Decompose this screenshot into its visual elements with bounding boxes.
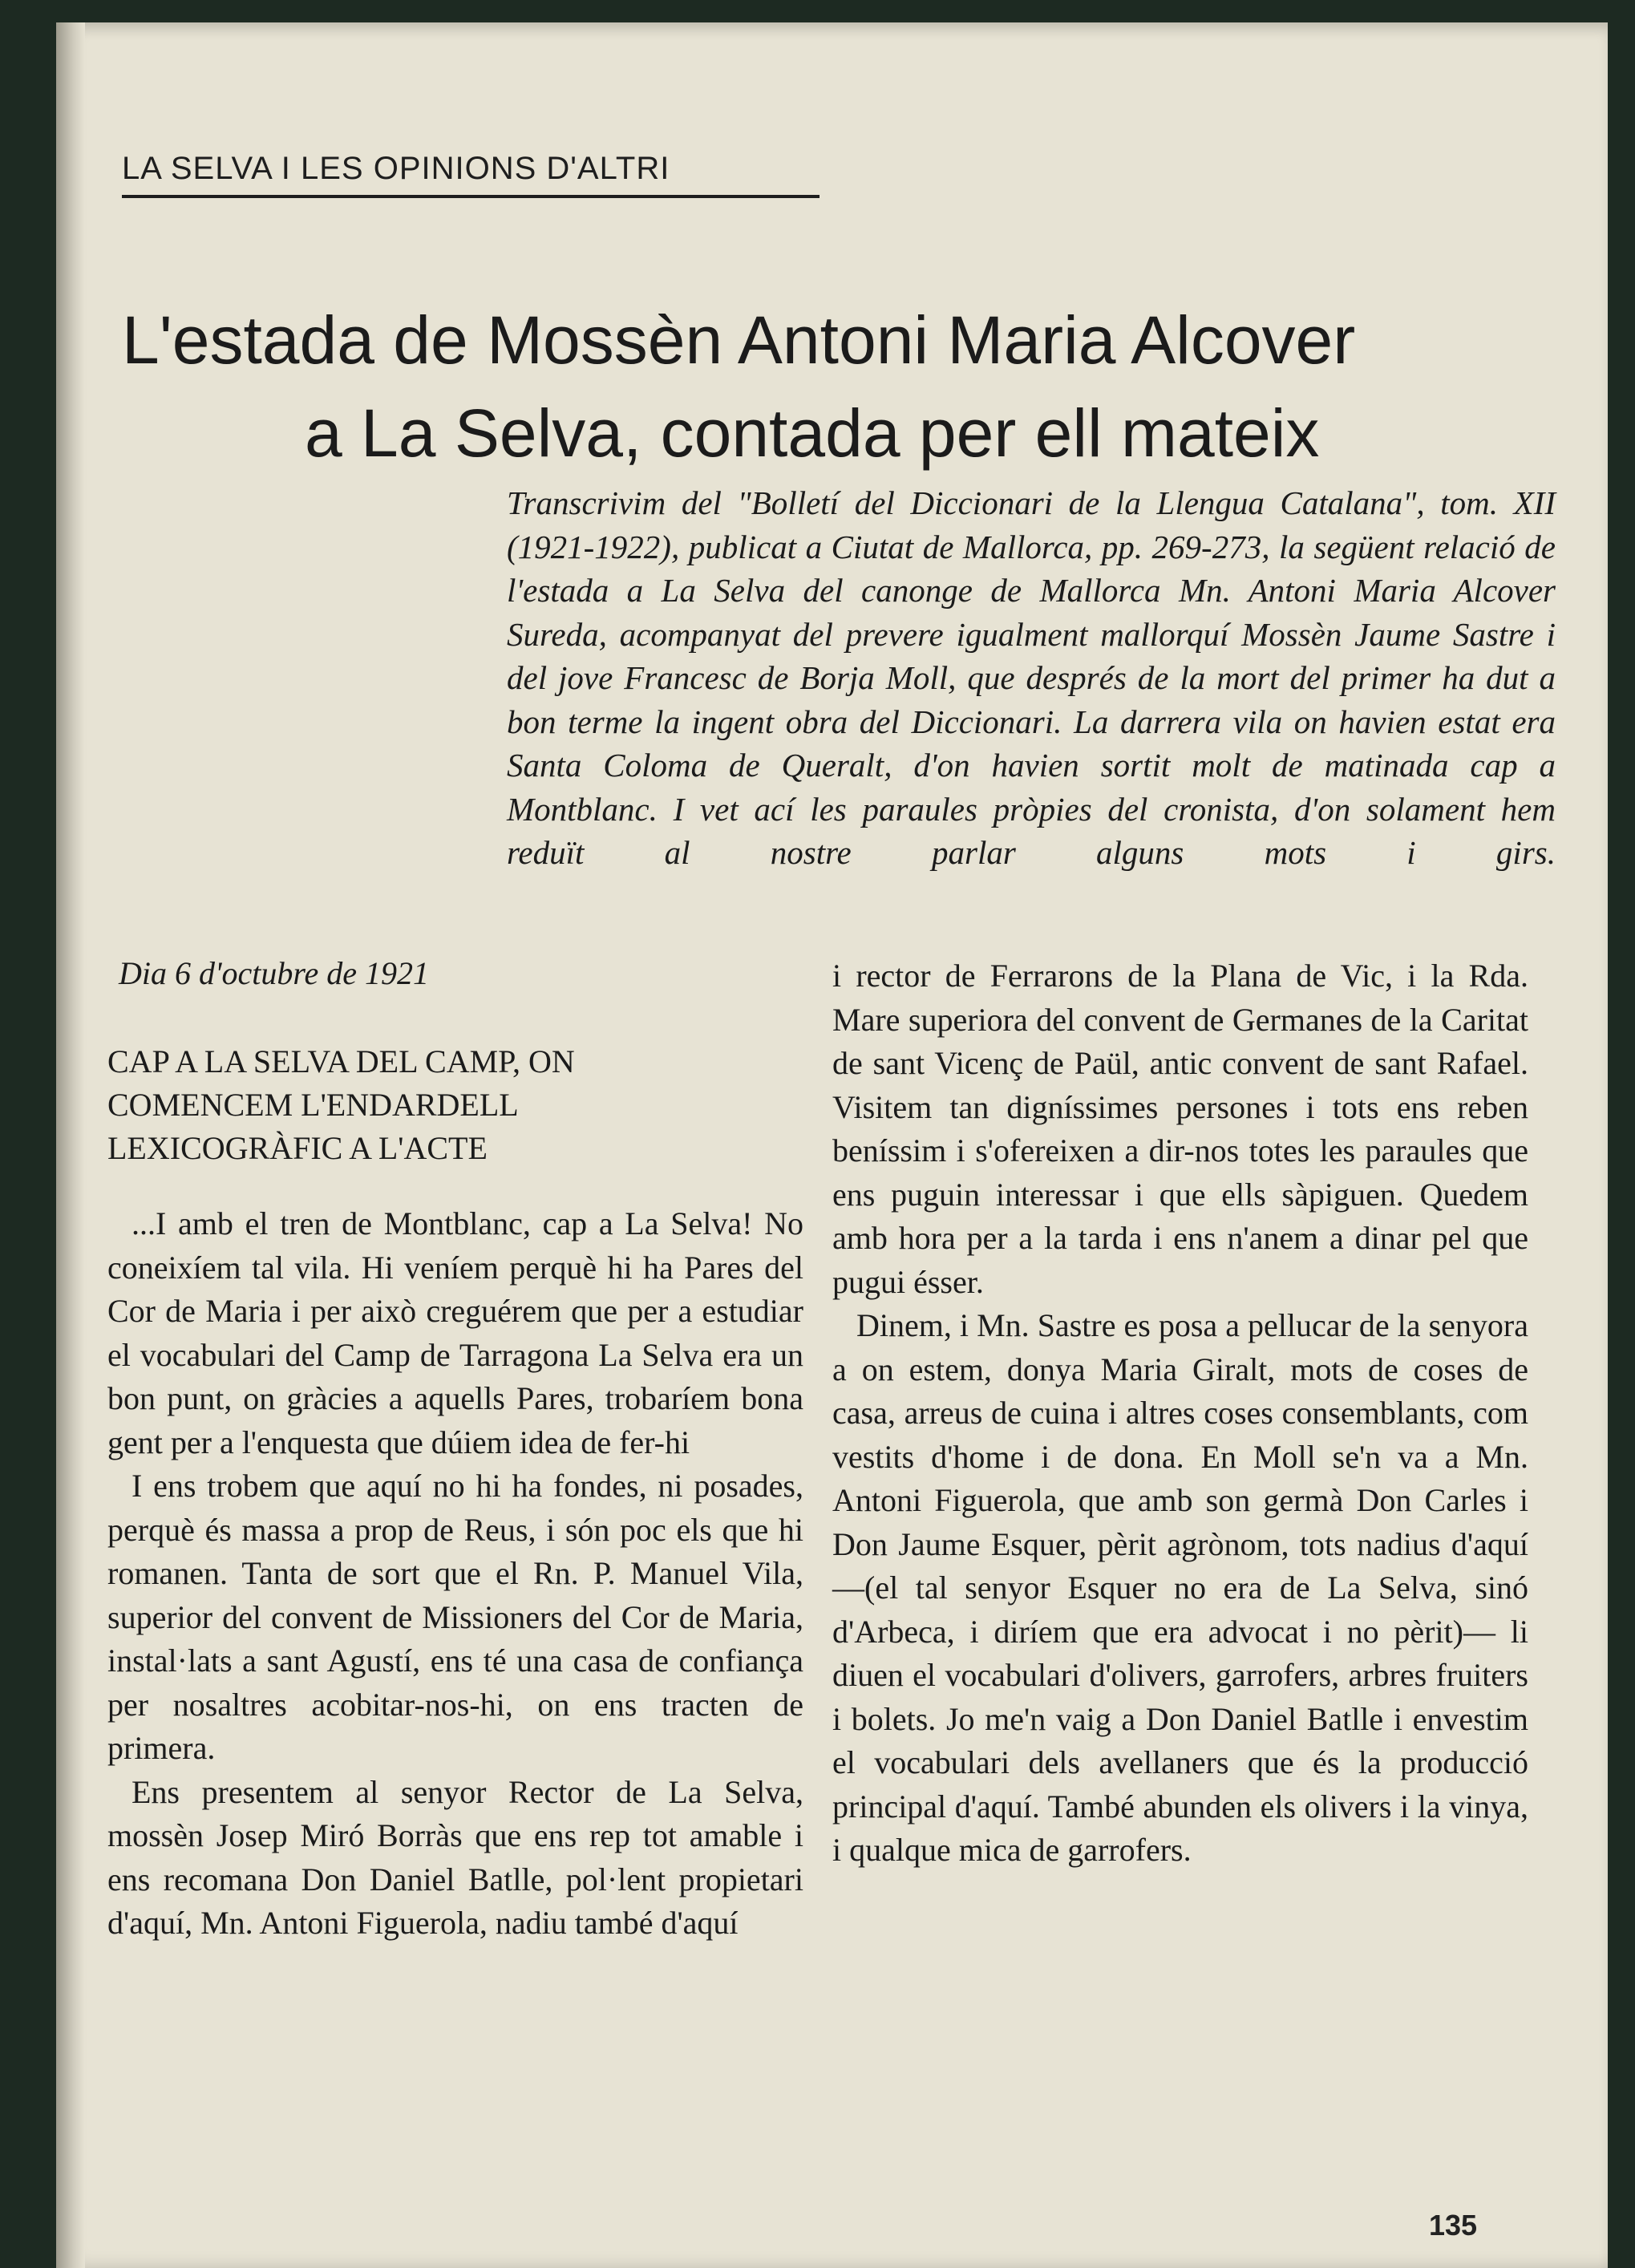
page-number: 135: [1429, 2209, 1478, 2242]
magazine-page: [56, 22, 1608, 2268]
paragraph: ...I amb el tren de Montblanc, cap a La Selva! No coneixíem tal vila. Hi veníem perquè hi ha Pares del Cor de Maria i per això creguérem que per a estudiar el vocabulari del Camp de Tarragona La Selva era un bon punt, on gràcies a aquells Pares, trobaríem bona gent per a l'enquesta que dúiem idea de fer-hi: [107, 1205, 803, 1460]
section-header: LA SELVA I LES OPINIONS D'ALTRI: [122, 151, 820, 198]
left-column: [107, 954, 803, 1946]
left-column-body: [107, 1202, 803, 1946]
paragraph: Ens presentem al senyor Rector de La Selva, mossèn Josep Miró Borràs que ens rep tot amable i ens recomana Don Daniel Batlle, pol·lent propietari d'aquí, Mn. Antoni Figuerola, nadiu també d'aquí: [107, 1773, 803, 1941]
page-gutter-shadow: [56, 22, 85, 2268]
right-column-body: [832, 954, 1528, 1873]
article-title: [122, 294, 1565, 480]
paragraph: I ens trobem que aquí no hi ha fondes, ni posades, perquè és massa a prop de Reus, i són poc els que hi romanen. Tanta de sort que el Rn. P. Manuel Vila, superior del convent de Missioners del Cor de Maria, instal·lats a sant Agustí, ens té una casa de confiança per nosaltres acobitar-nos-hi, on ens tracten de primera.: [107, 1468, 803, 1766]
paragraph: Dinem, i Mn. Sastre es posa a pellucar de la senyora a on estem, donya Maria Giralt, mots de coses de casa, arreus de cuina i altres coses consemblants, com vestits d'home i de dona. En Moll se'n va a Mn. Antoni Figuerola, que amb son germà Don Carles i Don Jaume Esquer, pèrit agrònom, tots nadius d'aquí —(el tal senyor Esquer no era de La Selva, sinó d'Arbeca, i diríem que era advocat i no pèrit)— li diuen el vocabulari d'olivers, garrofers, arbres fruiters i bolets. Jo me'n vaig a Don Daniel Batlle i envestim el vocabulari dels avellaners que és la producció principal d'aquí. També abunden els olivers i la vinya, i qualque mica de garrofers.: [832, 1307, 1528, 1868]
article-title-line-2: a La Selva, contada per ell mateix: [305, 395, 1320, 471]
right-column: [832, 954, 1528, 1873]
paragraph: i rector de Ferrarons de la Plana de Vic, i la Rda. Mare superiora del convent de Germanes de la Caritat de sant Vicenç de Paül, antic convent de sant Rafael. Visitem tan digníssimes persones i tots ens reben beníssim i s'ofereixen a dir-nos totes les paraules que ens puguin interessar i que ells sàpiguen. Quedem amb hora per a la tarda i ens n'anem a dinar pel que pugui ésser.: [832, 958, 1528, 1300]
article-title-line-1: L'estada de Mossèn Antoni Maria Alcover: [122, 302, 1356, 378]
article-intro: Transcrivim del "Bolletí del Diccionari de la Llengua Catalana", tom. XII (1921-1922), publicat a Ciutat de Mallorca, pp. 269-273, la següent relació de l'estada a La Selva del canonge de Mallorca Mn. Antoni Maria Alcover Sureda, acompanyat del prevere igualment mallorquí Mossèn Jaume Sastre i del jove Francesc de Borja Moll, que després de la mort del primer ha dut a bon terme la ingent obra del Diccionari. La darrera vila on havien estat era Santa Coloma de Queralt, d'on havien sortit molt de matinada cap a Montblanc. I vet ací les paraules pròpies del cronista, d'on solament hem reduït al nostre parlar alguns mots i girs.: [507, 484, 1556, 871]
entry-date: Dia 6 d'octubre de 1921: [119, 955, 430, 991]
subheading: CAP A LA SELVA DEL CAMP, ON COMENCEM L'ENDARDELL LEXICOGRÀFIC A L'ACTE: [107, 1043, 575, 1166]
